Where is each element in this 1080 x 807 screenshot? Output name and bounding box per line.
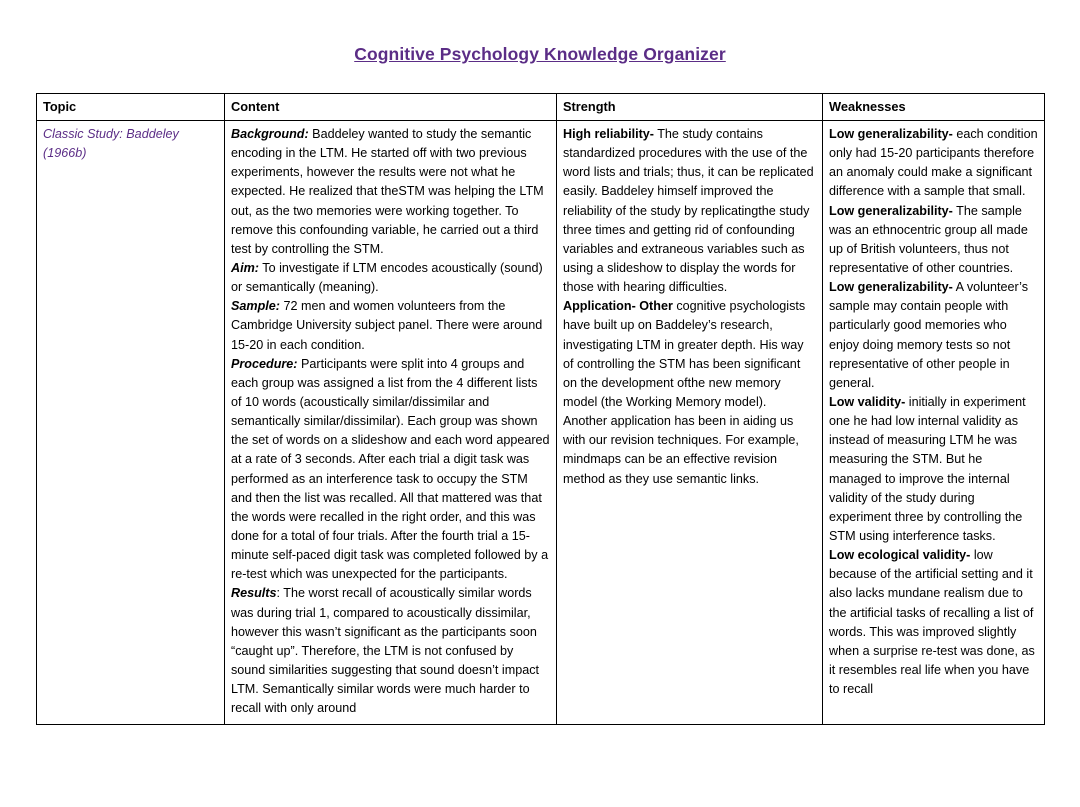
content-background-label: Background: [231,127,309,141]
document-page [0,44,1080,807]
weakness-point-3-text: A volunteer’s sample may contain people with particularly good memories who enjoy doing memory tests so not representative of other people in general. [829,280,1029,390]
weakness-point-4 [829,393,1038,546]
column-header-strength: Strength [557,94,823,121]
strength-point-2 [563,297,816,412]
content-text [231,125,550,718]
content-background [231,125,550,259]
weakness-point-5 [829,546,1038,699]
content-sample [231,297,550,354]
weakness-point-2-text: The sample was an ethnocentric group all made up of British volunteers, thus not representative of other countries. [829,203,1028,275]
weakness-point-1-label: Low generalizability- [829,127,953,141]
weakness-point-2-label: Low generalizability- [829,203,953,218]
weakness-point-5-label: Low ecological validity- [829,548,971,563]
weakness-point-2 [829,202,1038,279]
content-procedure-label: Procedure: [231,356,298,371]
column-header-content: Content [225,94,557,121]
content-sample-text: 72 men and women volunteers from the Cambridge University subject panel. There were around 15-20 in each condition. [231,299,543,352]
strength-point-3: Another application has been in aiding us with our revision techniques. For example, mindmaps can be an effective revision method as they use semantic links. [563,414,799,486]
topic-label: Classic Study: Baddeley (1966b) [43,127,179,160]
weakness-point-3-label: Low generalizability- [829,280,953,295]
content-sample-label: Sample: [231,299,280,314]
content-results [231,584,550,718]
strength-point-1-label: High reliability- [563,127,654,141]
table-row [37,121,1045,725]
strength-point-1 [563,125,816,297]
content-aim [231,259,550,297]
strength-text [563,125,816,489]
strength-point-2-text: cognitive psychologists have built up on Baddeley’s research, investigating LTM in greater depth. His way of controlling the STM has been significant on the development ofthe new memory model (the Working Memory model). [563,299,806,409]
content-aim-label: Aim: [231,260,259,275]
content-procedure [231,355,550,585]
content-results-text: : The worst recall of acoustically similar words was during trial 1, compared to acoustically dissimilar, however this wasn’t significant as the participants soon “caught up”. Therefore, the LTM is not confused by sound similarities suggesting that sound doesn’t impact LTM. Semantically similar words were much harder to recall with only around [231,586,540,716]
content-background-text: Baddeley wanted to study the semantic encoding in the LTM. He started off with two previous experiments, however the results were not what he expected. He realized that theSTM was helping the LTM out, as the two memories were working together. To remove this confounding variable, he carried out a third test by controlling the STM. [231,127,544,256]
column-header-topic: Topic [37,94,225,121]
cell-topic [37,121,225,725]
strength-point-2-label: Application- Other [563,299,673,314]
weakness-point-1-text: each condition only had 15-20 participants therefore an anomaly could make a significant difference with a sample that small. [829,127,1038,199]
weakness-point-5-text: low because of the artificial setting and it also lacks mundane realism due to the artificial tasks of recalling a list of words. This was improved slightly when a surprise re-test was done, as it resembles real life when you have to recall [829,548,1035,697]
cell-content [225,121,557,725]
cell-strength [557,121,823,725]
content-aim-text: To investigate if LTM encodes acoustically (sound) or semantically (meaning). [231,260,543,295]
cell-weaknesses [823,121,1045,725]
weakness-point-4-text: initially in experiment one he had low internal validity as instead of measuring LTM he was measuring the STM. But he managed to improve the internal validity of the study during experiment three by controlling the STM using interference tasks. [829,394,1026,543]
weakness-point-3 [829,278,1038,393]
strength-point-1-text: The study contains standardized procedures with the use of the word lists and trials; thus, it can be replicated easily. Baddeley himself improved the reliability of the study by replicatingthe study three times and getting rid of confounding variables and extraneous variables such as using a slideshow to display the words for those with hearing difficulties. [563,127,814,295]
weakness-point-4-label: Low validity- [829,394,906,409]
page-title: Cognitive Psychology Knowledge Organizer [354,44,726,64]
knowledge-organizer-table [36,93,1045,725]
weakness-point-1 [829,125,1038,202]
content-procedure-text: Participants were split into 4 groups and each group was assigned a list from the 4 different lists of 10 words (acoustically similar/dissimilar and semantically similar/dissimilar). Each group was shown the set of words on a slideshow and each word appeared at a rate of 3 seconds. After each trial a digit task was performed as an interference task to occupy the STM and then the list was recalled. All that mattered was that the words were recalled in the right order, and this was done for a total of four trials. After the fourth trial a 15-minute self-paced digit task was completed followed by a re-test which was unexpected for the participants. [231,356,550,582]
table-header-row [37,94,1045,121]
content-results-label: Results [231,586,277,601]
weaknesses-text [829,125,1038,699]
column-header-weaknesses: Weaknesses [823,94,1045,121]
